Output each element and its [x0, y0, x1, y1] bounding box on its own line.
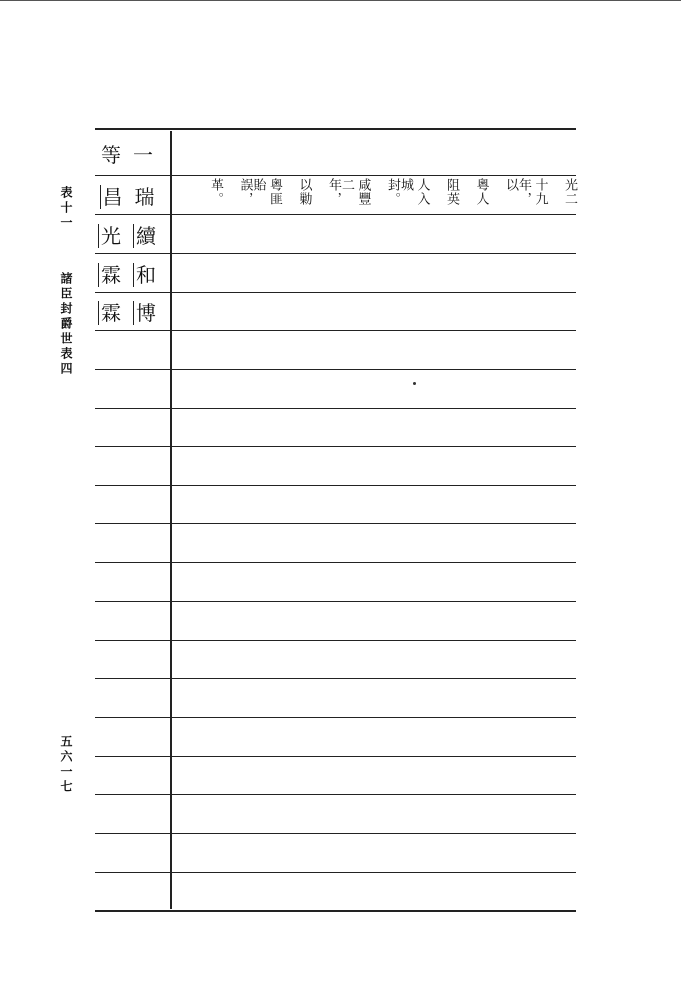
name-cell — [96, 293, 170, 330]
notes-column: 以勦 — [296, 178, 312, 206]
row-rule — [95, 446, 576, 447]
notes-column: 年，以 — [503, 178, 531, 206]
notes-column: 十九 — [532, 178, 548, 206]
row-rule — [95, 717, 576, 718]
name-char: 和 — [133, 263, 168, 287]
rank-header: 等一 — [101, 142, 165, 167]
notes-column: 二年， — [326, 178, 354, 206]
row-rule — [95, 523, 576, 524]
chapter-title: 表十一 — [59, 186, 73, 231]
row-rule — [95, 562, 576, 563]
row-rule — [95, 794, 576, 795]
name-cell — [96, 176, 170, 214]
row-rule — [95, 485, 576, 486]
notes-column: 革。 — [208, 178, 223, 206]
notes-column: 咸豐 — [355, 178, 371, 206]
row-rule — [95, 872, 576, 873]
person-name — [98, 220, 168, 249]
person-name — [100, 181, 167, 210]
page-top-border — [0, 0, 681, 1]
row-rule — [95, 640, 576, 641]
page-number: 五六一七 — [59, 735, 73, 795]
row-rule — [95, 369, 576, 370]
name-char: 續 — [133, 224, 168, 248]
name-char: 光 — [98, 224, 133, 248]
name-char: 博 — [133, 301, 168, 325]
name-cell — [96, 254, 170, 292]
header-cell — [96, 131, 170, 175]
row-rule — [95, 678, 576, 679]
table-top-rule — [95, 128, 576, 130]
row-rule — [95, 330, 576, 331]
notes-column: 粵人 — [473, 178, 489, 206]
name-cell — [96, 215, 170, 253]
person-name — [98, 297, 168, 326]
notes-column: 阻英 — [444, 178, 459, 206]
table-bottom-rule — [95, 910, 576, 912]
biography-notes — [175, 178, 575, 214]
name-char: 霖 — [98, 263, 133, 287]
notes-column: 人入 — [414, 178, 430, 206]
row-rule — [95, 756, 576, 757]
column-divider — [170, 131, 172, 909]
person-name — [98, 259, 168, 288]
name-char: 昌 — [100, 185, 135, 209]
notes-column: 貽誤， — [237, 178, 266, 206]
ink-speck — [413, 382, 416, 385]
notes-column: 粵匪 — [267, 178, 282, 206]
notes-column: 城封。 — [385, 178, 413, 206]
table-title: 諸臣封爵世表四 — [59, 272, 73, 377]
row-rule — [95, 408, 576, 409]
row-rule — [95, 833, 576, 834]
name-char: 瑞 — [134, 184, 167, 209]
row-rule — [95, 601, 576, 602]
notes-column: 光二 — [562, 178, 577, 206]
name-char: 霖 — [98, 301, 133, 325]
